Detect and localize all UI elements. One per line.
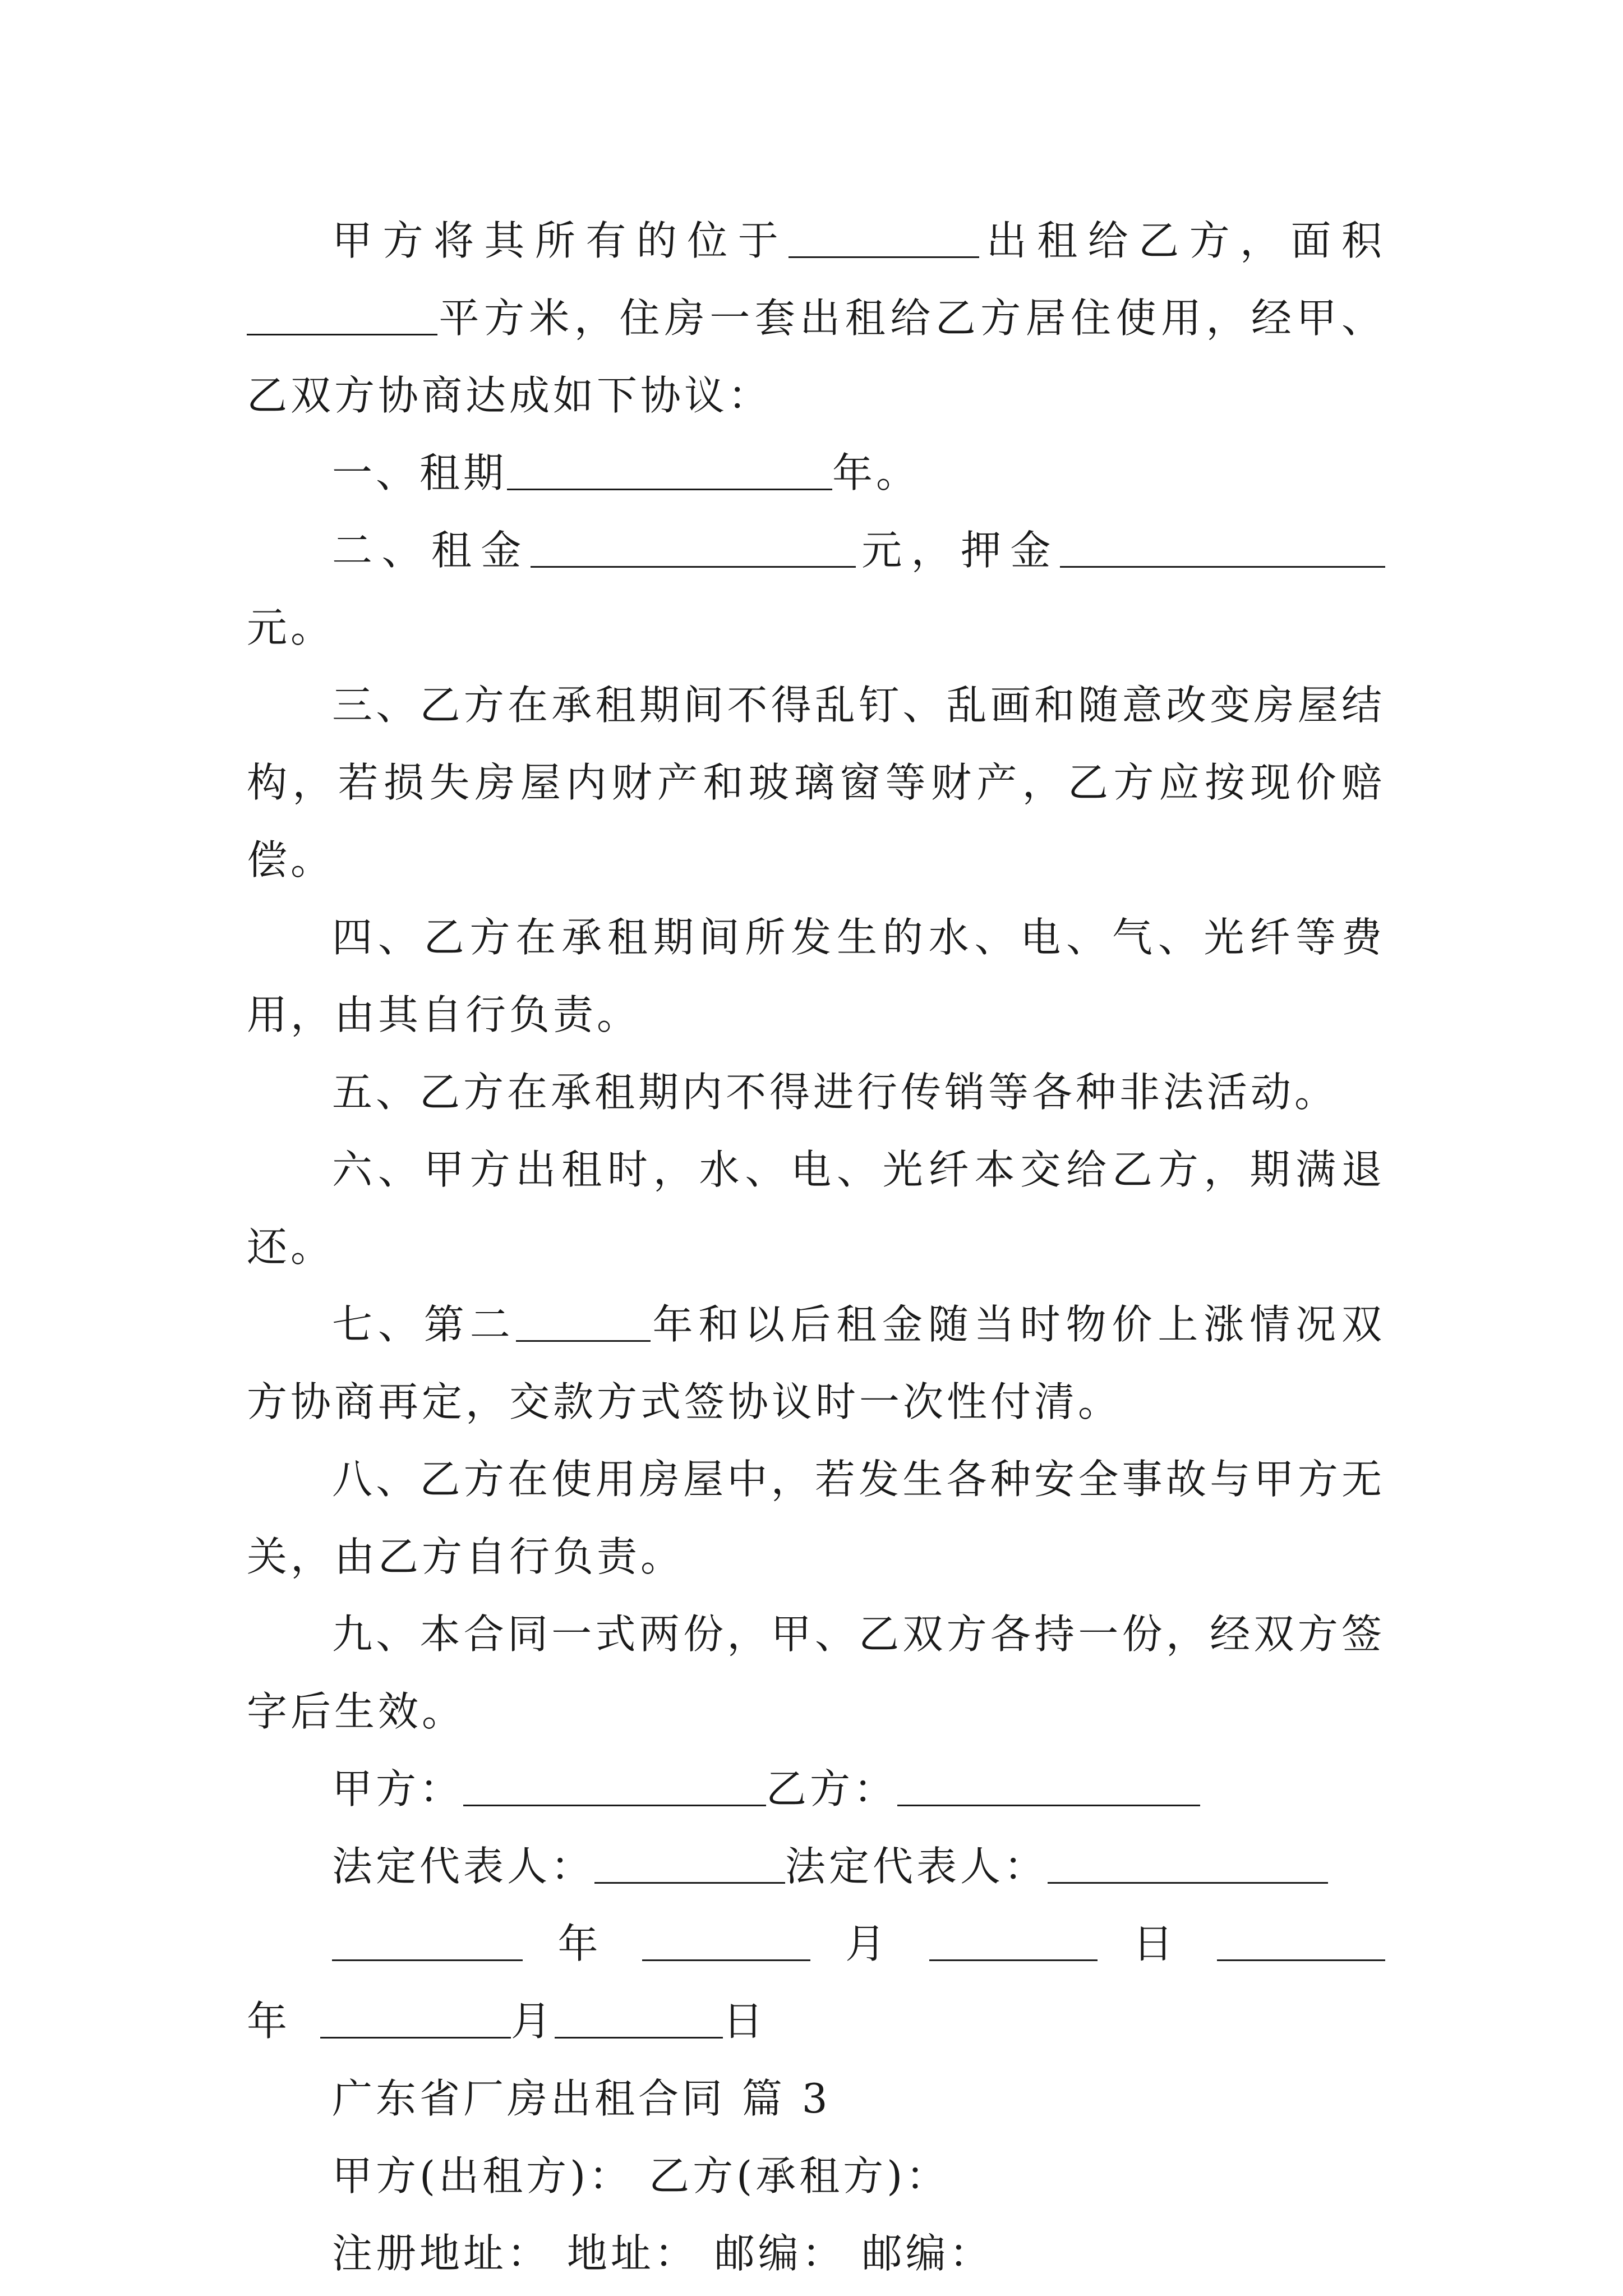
year-blank [516,1293,651,1342]
party-a-blank [463,1757,766,1806]
date-b-year-label: 年 [247,1998,291,2045]
intro-text-2: 出租给乙方，面积 [979,217,1385,264]
party-a-label: 甲方： [332,1765,464,1812]
party-b-blank [897,1757,1200,1806]
date-b-month-label: 月 [510,1998,555,2045]
date-a-day-blank [929,1912,1098,1961]
clause-2-text: 二、租金 [332,527,531,574]
clause-1 [247,434,1385,512]
rent-blank [531,519,856,568]
clause-7 [247,1286,1385,1441]
date-a-year-blank [332,1912,523,1961]
date-a-month-label: 月 [845,1920,895,1967]
intro-text-3: 平方米，住房一套出租给乙方居住使用，经甲、乙双方协商达成如下协议： [247,295,1385,419]
section-3-title: 广东省厂房出租合同 篇 3 [332,2075,831,2122]
clause-3: 三、乙方在承租期间不得乱钉、乱画和随意改变房屋结构，若损失房屋内财产和玻璃窗等财产，乙方应按现价赔偿。 [247,682,1385,884]
representative-line [247,1828,1385,1905]
date-b-year-blank [1217,1912,1385,1961]
clause-1-unit: 年。 [832,449,920,496]
date-a-day-label: 日 [1132,1920,1182,1967]
clause-1-text: 一、租期 [332,449,508,496]
rep-a-blank [594,1835,785,1884]
date-b-month-blank [320,1990,511,2039]
clause-7-text: 七、第二 [332,1301,516,1348]
clause-2-unit: 元。 [247,604,335,651]
rep-a-label: 法定代表人： [332,1843,595,1890]
date-a-year-label: 年 [557,1920,607,1967]
section-3-address: 注册地址： 地址： 邮编： 邮编： [332,2230,993,2277]
section-3-parties: 甲方(出租方)： 乙方(承租方)： [332,2152,950,2200]
party-b-label: 乙方： [766,1765,898,1812]
clause-2-deposit: 元，押金 [855,527,1060,574]
clause-7-rest: 年和以后租金随当时物价上涨情况双方协商再定，交款方式签协议时一次性付清。 [247,1301,1385,1425]
document-body [247,202,1385,2292]
intro-text-1: 甲方将其所有的位于 [332,217,789,264]
intro-paragraph [247,202,1385,434]
date-b-day-label: 日 [722,1998,767,2045]
lease-term-blank [507,441,832,490]
clause-6: 六、甲方出租时，水、电、光纤本交给乙方，期满退还。 [247,1146,1385,1271]
clause-4: 四、乙方在承租期间所发生的水、电、气、光纤等费用，由其自行负责。 [247,914,1385,1038]
party-signature-line [247,1750,1385,1828]
date-line [247,1905,1385,2060]
date-b-day-blank [555,1990,723,2039]
rep-b-blank [1048,1835,1328,1884]
deposit-blank [1060,519,1385,568]
clause-8: 八、乙方在使用房屋中，若发生各种安全事故与甲方无关，由乙方自行负责。 [247,1456,1385,1580]
clause-5: 五、乙方在承租期内不得进行传销等各种非法活动。 [332,1069,1339,1116]
date-a-month-blank [642,1912,810,1961]
rep-b-label: 法定代表人： [785,1843,1048,1890]
location-blank [789,209,979,258]
area-blank [247,287,437,335]
clause-2 [247,512,1385,666]
clause-9: 九、本合同一式两份，甲、乙双方各持一份，经双方签字后生效。 [247,1611,1385,1735]
